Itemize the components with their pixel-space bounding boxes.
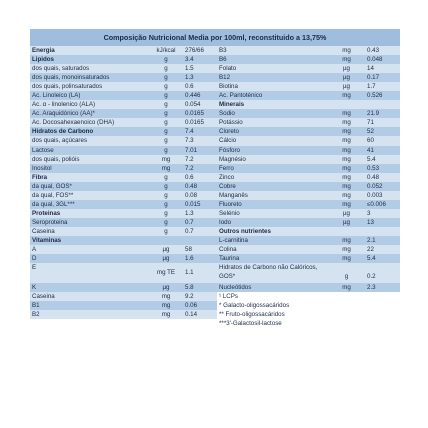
right-label-cell: Cloreto (217, 127, 329, 136)
table-row (30, 227, 400, 236)
right-value-cell: 0.003 (362, 191, 400, 200)
left-label-cell: D (30, 254, 149, 263)
left-value-cell: 0.446 (181, 91, 217, 100)
left-label-cell: dos quais, saturados (30, 64, 149, 73)
left-value-cell: 1.3 (181, 73, 217, 82)
left-value-cell: 9.2 (181, 292, 217, 301)
table-body (30, 46, 400, 328)
right-label-cell: B3 (217, 46, 329, 55)
table-row (30, 301, 400, 310)
table-row (30, 146, 400, 155)
right-unit-cell: mg (329, 136, 362, 145)
right-label-cell: Cobre (217, 182, 329, 191)
left-label-cell: Proteinas (30, 209, 149, 218)
right-value-cell (362, 292, 400, 301)
table-row (30, 109, 400, 118)
left-value-cell: 0.0165 (181, 118, 217, 127)
left-label-cell: dos quais, açúcares (30, 136, 149, 145)
left-value-cell: 0.08 (181, 191, 217, 200)
right-value-cell: 0.43 (362, 46, 400, 55)
right-label-cell: ¹ LCPs (217, 292, 329, 301)
left-unit-cell: g (149, 118, 181, 127)
left-value-cell: 1.5 (181, 64, 217, 73)
right-label-cell: Sodio (217, 109, 329, 118)
left-label-cell: da qual, FOS** (30, 191, 149, 200)
left-label-cell: Ac. α - linolenico (ALA) (30, 100, 149, 109)
left-unit-cell: g (149, 191, 181, 200)
right-label-cell: Nucleótidos (217, 283, 329, 292)
right-unit-cell: µg (329, 209, 362, 218)
left-unit-cell: g (149, 55, 181, 64)
right-unit-cell: mg (329, 173, 362, 182)
right-label-cell: Potássio (217, 118, 329, 127)
left-label-cell: da qual, 3GL*** (30, 200, 149, 209)
right-unit-cell (329, 301, 362, 310)
left-value-cell: 0.06 (181, 301, 217, 310)
table-row (30, 155, 400, 164)
left-value-cell: 5.8 (181, 283, 217, 292)
table-row (30, 100, 400, 109)
right-unit-cell: µg (329, 73, 362, 82)
right-value-cell: 0.048 (362, 55, 400, 64)
right-unit-cell: mg (329, 200, 362, 209)
left-value-cell (181, 236, 217, 245)
right-label-cell: * Galacto-oligossacáridos (217, 301, 329, 310)
left-value-cell: 0.6 (181, 82, 217, 91)
right-label-cell: Manganês (217, 191, 329, 200)
table-row (30, 55, 400, 64)
left-value-cell: 0.14 (181, 310, 217, 319)
left-label-cell: dos quais, polióis (30, 155, 149, 164)
right-label-cell: B12 (217, 73, 329, 82)
left-value-cell: 0.6 (181, 173, 217, 182)
left-unit-cell (149, 319, 181, 328)
right-unit-cell: mg (329, 118, 362, 127)
left-label-cell: Lipidos (30, 55, 149, 64)
right-value-cell: 52 (362, 127, 400, 136)
right-value-cell: ≤0.006 (362, 200, 400, 209)
right-unit-cell: µg (329, 218, 362, 227)
left-label-cell: Lactose (30, 146, 149, 155)
left-unit-cell: µg (149, 283, 181, 292)
left-unit-cell: g (149, 91, 181, 100)
table-row (30, 164, 400, 173)
right-unit-cell: mg (329, 55, 362, 64)
right-label-cell: Fósforo (217, 146, 329, 155)
left-label-cell (30, 319, 149, 328)
left-value-cell: 7.3 (181, 136, 217, 145)
left-label-cell: Caseina (30, 227, 149, 236)
table-row (30, 218, 400, 227)
right-label-cell: Minerais (217, 100, 329, 109)
table-row (30, 91, 400, 100)
right-label-cell: Hidratos de Carbono não Calóricos, GOS* (217, 263, 329, 283)
table-row (30, 127, 400, 136)
left-label-cell: B1 (30, 301, 149, 310)
left-unit-cell: µg (149, 245, 181, 254)
right-value-cell (362, 227, 400, 236)
right-unit-cell (329, 319, 362, 328)
table-row (30, 200, 400, 209)
left-unit-cell: g (149, 136, 181, 145)
right-value-cell (362, 100, 400, 109)
right-unit-cell (329, 100, 362, 109)
left-label-cell: Vitaminas (30, 236, 149, 245)
left-unit-cell: kJ/kcal (149, 46, 181, 55)
table-row (30, 64, 400, 73)
left-value-cell: 0.015 (181, 200, 217, 209)
left-value-cell: 0.7 (181, 227, 217, 236)
left-value-cell: 1.3 (181, 209, 217, 218)
right-value-cell: 22 (362, 245, 400, 254)
left-label-cell: Fibra (30, 173, 149, 182)
right-unit-cell: mg (329, 146, 362, 155)
left-label-cell: Ac. Araquidónico (AA)* (30, 109, 149, 118)
left-unit-cell: g (149, 82, 181, 91)
left-label-cell: Caseina (30, 292, 149, 301)
left-unit-cell: g (149, 209, 181, 218)
left-label-cell: dos quais, monoinsaturados (30, 73, 149, 82)
table-row (30, 191, 400, 200)
right-label-cell: Taurina (217, 254, 329, 263)
left-value-cell: 1.6 (181, 254, 217, 263)
table-row (30, 245, 400, 254)
left-unit-cell: g (149, 218, 181, 227)
table-row (30, 319, 400, 328)
table-row (30, 82, 400, 91)
right-label-cell: ***3'-Galactosil-lactose (217, 319, 329, 328)
left-value-cell: 7.01 (181, 146, 217, 155)
right-value-cell (362, 301, 400, 310)
left-value-cell: 7.2 (181, 164, 217, 173)
left-label-cell: E (30, 263, 149, 283)
table-row (30, 263, 400, 283)
right-unit-cell (329, 292, 362, 301)
table-row (30, 173, 400, 182)
right-label-cell: Ferro (217, 164, 329, 173)
right-unit-cell: g (329, 263, 362, 283)
right-label-cell: B6 (217, 55, 329, 64)
right-value-cell: 1.7 (362, 82, 400, 91)
right-value-cell: 5.4 (362, 254, 400, 263)
right-value-cell (362, 319, 400, 328)
right-label-cell: ** Fruto-oligossacáridos (217, 310, 329, 319)
left-label-cell: Hidratos de Carbono (30, 127, 149, 136)
left-value-cell: 7.2 (181, 155, 217, 164)
right-value-cell: 0.526 (362, 91, 400, 100)
right-value-cell: 21.9 (362, 109, 400, 118)
table-row (30, 236, 400, 245)
left-unit-cell: g (149, 64, 181, 73)
left-unit-cell: mg (149, 164, 181, 173)
left-label-cell: Seroproteina (30, 218, 149, 227)
right-unit-cell: µg (329, 64, 362, 73)
table-row (30, 182, 400, 191)
table-row (30, 283, 400, 292)
left-label-cell: dos quais, polinsaturados (30, 82, 149, 91)
left-label-cell: K (30, 283, 149, 292)
left-unit-cell: mg (149, 301, 181, 310)
left-unit-cell: g (149, 173, 181, 182)
right-value-cell: 41 (362, 146, 400, 155)
right-value-cell: 0.48 (362, 173, 400, 182)
right-unit-cell: µg (329, 82, 362, 91)
table-row (30, 73, 400, 82)
left-value-cell: 7.4 (181, 127, 217, 136)
right-unit-cell: mg (329, 46, 362, 55)
right-label-cell: Fluoreto (217, 200, 329, 209)
left-value-cell: 58 (181, 245, 217, 254)
right-unit-cell: mg (329, 191, 362, 200)
right-value-cell: 60 (362, 136, 400, 145)
table-row (30, 254, 400, 263)
left-unit-cell (149, 236, 181, 245)
left-unit-cell: g (149, 100, 181, 109)
right-unit-cell: mg (329, 245, 362, 254)
right-unit-cell: mg (329, 283, 362, 292)
left-unit-cell: g (149, 127, 181, 136)
left-unit-cell: g (149, 146, 181, 155)
left-unit-cell: µg (149, 254, 181, 263)
left-value-cell (181, 319, 217, 328)
right-value-cell: 71 (362, 118, 400, 127)
right-unit-cell: mg (329, 127, 362, 136)
right-unit-cell: mg (329, 236, 362, 245)
right-value-cell: 14 (362, 64, 400, 73)
left-unit-cell: mg TE (149, 263, 181, 283)
right-label-cell: Outros nutrientes (217, 227, 329, 236)
left-unit-cell: g (149, 227, 181, 236)
table-row (30, 209, 400, 218)
nutrition-table (30, 29, 400, 328)
right-label-cell: Ac. Pantoténico (217, 91, 329, 100)
left-label-cell: Energia (30, 46, 149, 55)
left-value-cell: 0.0165 (181, 109, 217, 118)
right-value-cell (362, 310, 400, 319)
table-row (30, 118, 400, 127)
left-value-cell: 0.48 (181, 182, 217, 191)
left-unit-cell: mg (149, 292, 181, 301)
left-label-cell: B2 (30, 310, 149, 319)
table-row (30, 46, 400, 55)
table-title: Composição Nutricional Media por 100ml, reconstituido a 13,75% (30, 29, 400, 46)
right-value-cell: 0.052 (362, 182, 400, 191)
right-unit-cell: mg (329, 254, 362, 263)
table-row (30, 292, 400, 301)
right-unit-cell: mg (329, 182, 362, 191)
left-label-cell: Ac. Docosahexaenoico (DHA) (30, 118, 149, 127)
left-value-cell: 0.7 (181, 218, 217, 227)
left-label-cell: da qual, GOS* (30, 182, 149, 191)
right-value-cell: 13 (362, 218, 400, 227)
left-unit-cell: g (149, 73, 181, 82)
right-value-cell: 0.17 (362, 73, 400, 82)
right-label-cell: Magnésio (217, 155, 329, 164)
right-value-cell: 3 (362, 209, 400, 218)
right-value-cell: 0.2 (362, 263, 400, 283)
right-label-cell: Cálcio (217, 136, 329, 145)
table-row (30, 136, 400, 145)
left-unit-cell: g (149, 182, 181, 191)
right-label-cell: L-carnitina (217, 236, 329, 245)
right-label-cell: Zinco (217, 173, 329, 182)
left-value-cell: 0.054 (181, 100, 217, 109)
right-label-cell: Iodo (217, 218, 329, 227)
right-unit-cell: mg (329, 91, 362, 100)
right-unit-cell: mg (329, 155, 362, 164)
right-value-cell: 0.53 (362, 164, 400, 173)
left-unit-cell: mg (149, 310, 181, 319)
right-label-cell: Folato (217, 64, 329, 73)
right-unit-cell: mg (329, 164, 362, 173)
right-value-cell: 5.4 (362, 155, 400, 164)
left-value-cell: 3.4 (181, 55, 217, 64)
right-label-cell: Biotina (217, 82, 329, 91)
left-label-cell: Inositol (30, 164, 149, 173)
right-value-cell: 2.1 (362, 236, 400, 245)
right-unit-cell (329, 310, 362, 319)
right-label-cell: Colina (217, 245, 329, 254)
right-unit-cell: mg (329, 109, 362, 118)
right-value-cell: 2.3 (362, 283, 400, 292)
right-label-cell: Selénio (217, 209, 329, 218)
left-value-cell: 1.1 (181, 263, 217, 283)
left-unit-cell: g (149, 109, 181, 118)
left-label-cell: A (30, 245, 149, 254)
right-unit-cell (329, 227, 362, 236)
left-label-cell: Ac. Linoleico (LA) (30, 91, 149, 100)
left-unit-cell: g (149, 200, 181, 209)
table-row (30, 310, 400, 319)
left-value-cell: 276/66 (181, 46, 217, 55)
left-unit-cell: mg (149, 155, 181, 164)
